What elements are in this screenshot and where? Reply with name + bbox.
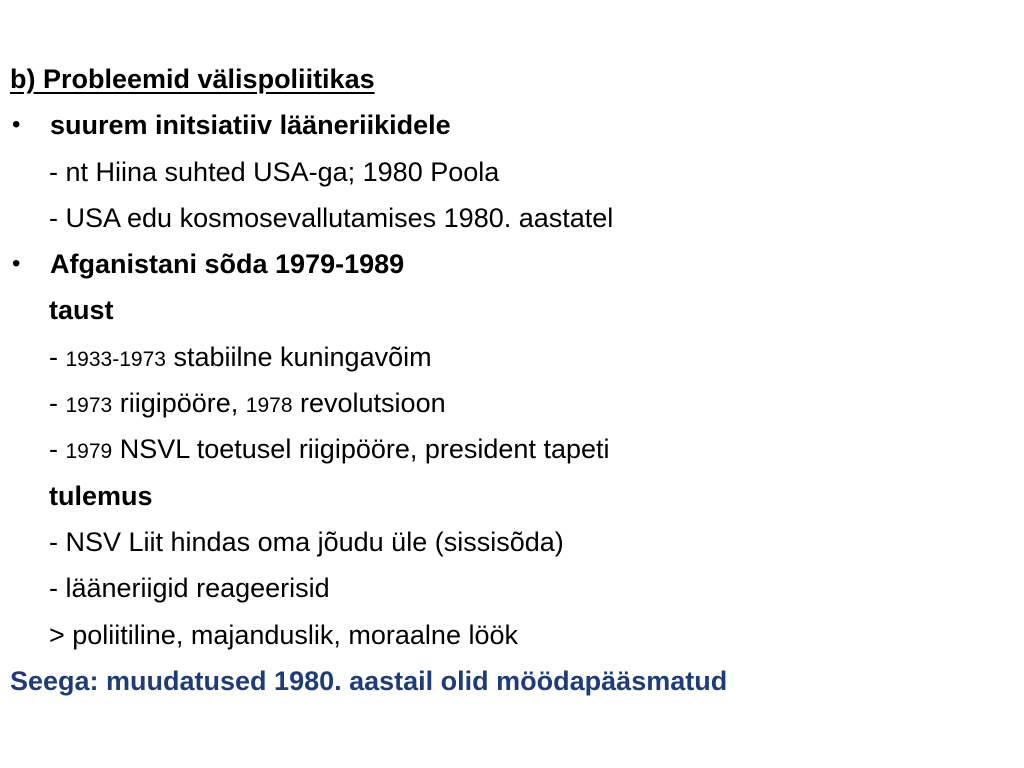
slide-content — [10, 56, 1010, 704]
bullet-icon: • — [12, 250, 21, 278]
bullet-icon: • — [12, 111, 21, 139]
dash: - — [49, 341, 66, 372]
sub-item: - lääneriigid reageerisid — [49, 573, 330, 604]
conclusion-text: Seega: muudatused 1980. aastail olid möödapääsmatud — [10, 665, 728, 696]
subheading-result: tulemus — [49, 480, 153, 511]
year: 1979 — [65, 440, 113, 464]
bullet-text: suurem initsiatiiv lääneriikidele — [50, 110, 451, 141]
sub-item-text: stabiilne kuningavõim — [165, 341, 432, 372]
year: 1973 — [65, 394, 113, 418]
sub-item-text: NSVL toetusel riigipööre, president tapeti — [112, 434, 610, 465]
sub-item — [10, 426, 1010, 472]
year: 1978 — [245, 394, 293, 418]
bullet-item-initiative — [10, 102, 1010, 148]
sub-item-text: revolutsioon — [292, 388, 446, 419]
subheading-background: taust — [49, 295, 114, 326]
bullet-item-afghan-war — [10, 241, 1010, 287]
year: 1933-1973 — [65, 347, 166, 371]
section-heading: b) Probleemid välispoliitikas — [10, 64, 375, 94]
dash: - — [49, 434, 66, 465]
sub-item — [10, 380, 1010, 426]
sub-item — [10, 334, 1010, 380]
sub-item: - USA edu kosmosevallutamises 1980. aastatel — [49, 202, 614, 233]
sub-item: > poliitiline, majanduslik, moraalne löök — [49, 619, 518, 650]
bullet-text: Afganistani sõda 1979-1989 — [50, 249, 405, 280]
sub-item: - NSV Liit hindas oma jõudu üle (sissisõda) — [49, 526, 564, 557]
sub-item-text: riigipööre, — [112, 388, 246, 419]
sub-item: - nt Hiina suhted USA-ga; 1980 Poola — [49, 156, 500, 187]
dash: - — [49, 388, 66, 419]
